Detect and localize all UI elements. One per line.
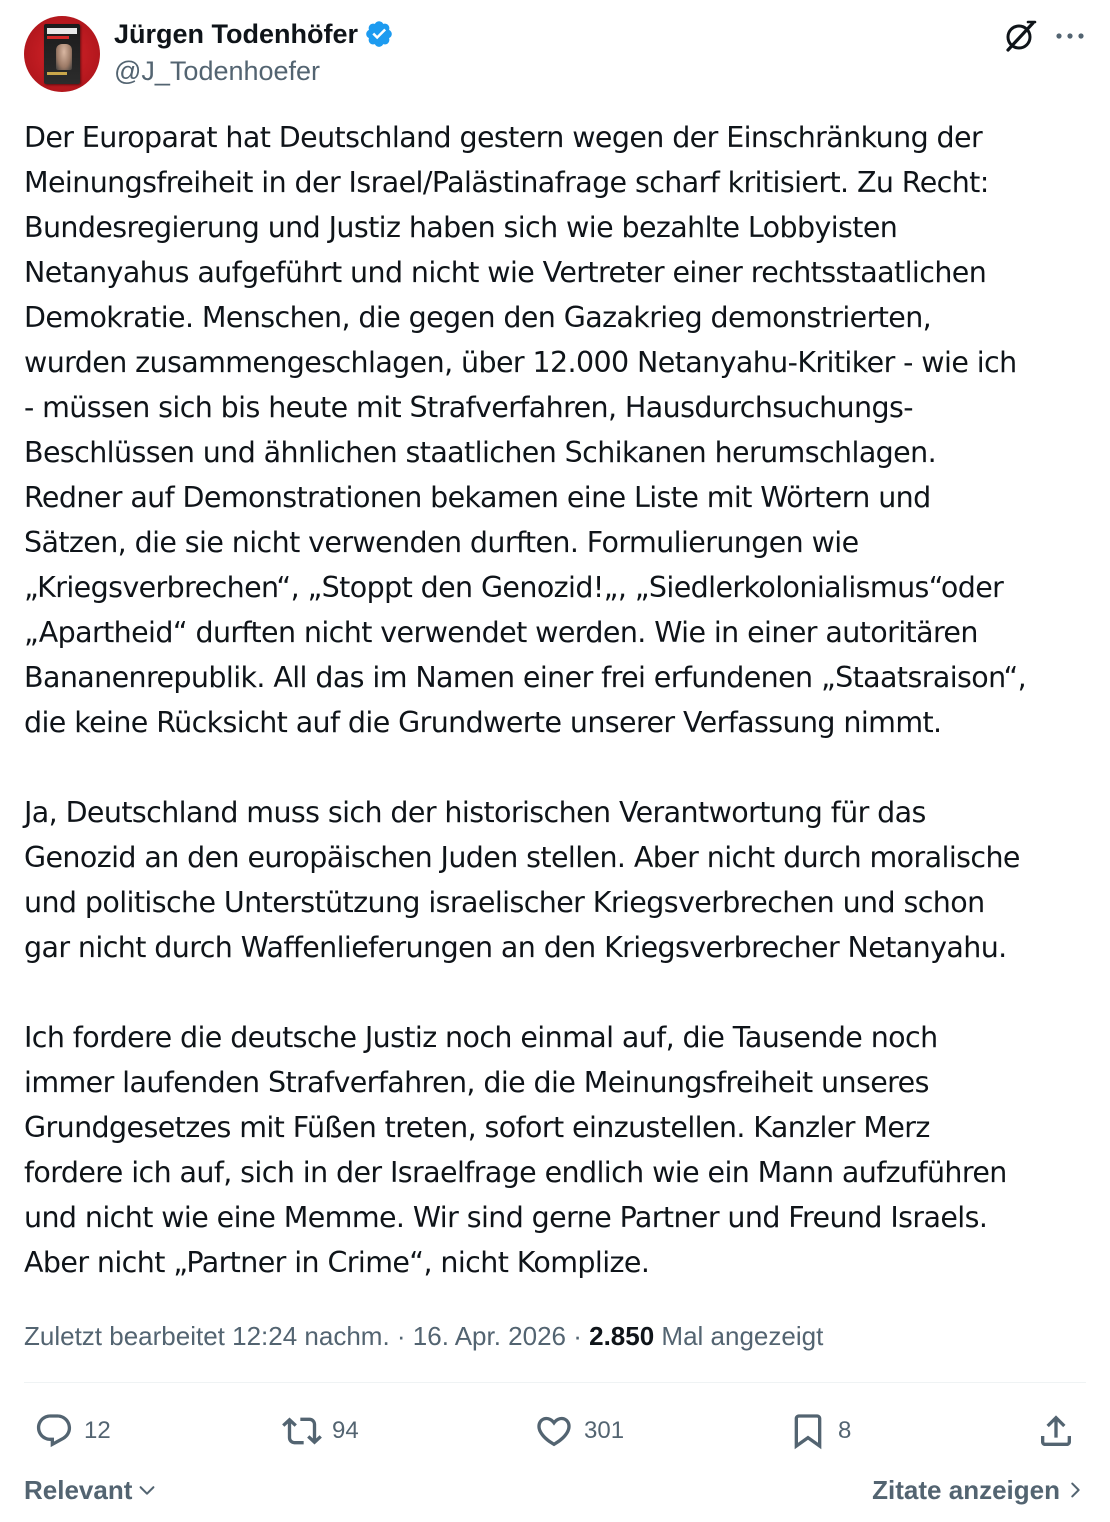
- replies-footer: [24, 1468, 1086, 1512]
- chevron-right-icon: [1064, 1479, 1086, 1501]
- edited-timestamp[interactable]: Zuletzt bearbeitet 12:24 nachm. · 16. Apr. 2026 ·: [24, 1321, 590, 1351]
- tweet-paragraph-1: [24, 115, 1094, 745]
- tweet-text-line: Demokratie. Menschen, die gegen den Gazakrieg demonstrierten,: [24, 301, 932, 334]
- tweet-header: [24, 14, 1086, 94]
- repost-button[interactable]: [282, 1405, 359, 1457]
- tweet-text-line: - müssen sich bis heute mit Strafverfahren, Hausdurchsuchungs-: [24, 391, 913, 424]
- more-options-icon[interactable]: [1054, 18, 1086, 54]
- tweet-text-line: Ja, Deutschland muss sich der historischen Verantwortung für das: [24, 796, 926, 829]
- like-count: 301: [584, 1417, 625, 1444]
- tweet-text-line: Grundgesetzes mit Füßen treten, sofort einzustellen. Kanzler Merz: [24, 1111, 930, 1144]
- reply-icon: [34, 1411, 74, 1451]
- tweet-text-line: Ich fordere die deutsche Justiz noch einmal auf, die Tausende noch: [24, 1021, 938, 1054]
- tweet-text-line: Genozid an den europäischen Juden stellen. Aber nicht durch moralische: [24, 841, 1020, 874]
- author-name-row[interactable]: [114, 16, 394, 52]
- sort-replies-dropdown[interactable]: [24, 1468, 158, 1512]
- action-bar: [24, 1405, 1086, 1457]
- views-count: 2.850: [589, 1321, 655, 1351]
- book-cover-avatar-icon: [44, 24, 80, 84]
- grok-icon[interactable]: [1002, 18, 1038, 54]
- tweet-text-line: Der Europarat hat Deutschland gestern wegen der Einschränkung der: [24, 121, 983, 154]
- bookmark-icon: [788, 1411, 828, 1451]
- sort-label: Relevant: [24, 1475, 133, 1505]
- quotes-label: Zitate anzeigen: [872, 1475, 1060, 1505]
- tweet-text-line: Bananenrepublik. All das im Namen einer frei erfundenen „Staatsraison“,: [24, 661, 1027, 694]
- tweet-text-line: Beschlüssen und ähnlichen staatlichen Schikanen herumschlagen.: [24, 436, 937, 469]
- views-label: Mal angezeigt: [654, 1321, 824, 1351]
- author-handle[interactable]: @J_Todenhoefer: [114, 56, 321, 86]
- tweet-text-line: die keine Rücksicht auf die Grundwerte unserer Verfassung nimmt.: [24, 706, 942, 739]
- heart-icon: [534, 1411, 574, 1451]
- tweet-text-line: fordere ich auf, sich in der Israelfrage endlich wie ein Mann aufzuführen: [24, 1156, 1007, 1189]
- divider: [24, 1382, 1086, 1383]
- share-button[interactable]: [1036, 1405, 1076, 1457]
- tweet-text-line: und politische Unterstützung israelischer Kriegsverbrechen und schon: [24, 886, 985, 919]
- repost-icon: [282, 1411, 322, 1451]
- tweet-text-line: Redner auf Demonstrationen bekamen eine Liste mit Wörtern und: [24, 481, 931, 514]
- tweet-meta: [24, 1316, 823, 1356]
- view-quotes-link[interactable]: [872, 1468, 1086, 1512]
- tweet-text-line: „Kriegsverbrechen“, „Stoppt den Genozid!„, „Siedlerkolonialismus“oder: [24, 571, 1004, 604]
- bookmark-count: 8: [838, 1417, 852, 1444]
- tweet-paragraph-3: [24, 1015, 1094, 1285]
- share-icon: [1036, 1411, 1076, 1451]
- bookmark-button[interactable]: [788, 1405, 851, 1457]
- tweet-text-line: Aber nicht „Partner in Crime“, nicht Komplize.: [24, 1246, 650, 1279]
- tweet-text-line: Netanyahus aufgeführt und nicht wie Vertreter einer rechtsstaatlichen: [24, 256, 987, 289]
- reply-button[interactable]: [34, 1405, 111, 1457]
- author-display-name[interactable]: Jürgen Todenhöfer: [114, 19, 359, 49]
- tweet-text: [24, 115, 1094, 1285]
- like-button[interactable]: [534, 1405, 624, 1457]
- tweet-text-line: Bundesregierung und Justiz haben sich wie bezahlte Lobbyisten: [24, 211, 898, 244]
- avatar[interactable]: [24, 16, 100, 92]
- tweet-text-line: wurden zusammengeschlagen, über 12.000 Netanyahu-Kritiker - wie ich: [24, 346, 1017, 379]
- tweet-text-line: und nicht wie eine Memme. Wir sind gerne Partner und Freund Israels.: [24, 1201, 988, 1234]
- tweet-text-line: gar nicht durch Waffenlieferungen an den Kriegsverbrecher Netanyahu.: [24, 931, 1007, 964]
- verified-badge-icon: [364, 19, 394, 49]
- tweet-text-line: immer laufenden Strafverfahren, die die Meinungsfreiheit unseres: [24, 1066, 929, 1099]
- tweet-paragraph-2: [24, 790, 1094, 970]
- reply-count: 12: [84, 1417, 111, 1444]
- tweet-text-line: Meinungsfreiheit in der Israel/Palästinafrage scharf kritisiert. Zu Recht:: [24, 166, 989, 199]
- tweet-text-line: Sätzen, die sie nicht verwenden durften. Formulierungen wie: [24, 526, 859, 559]
- tweet-text-line: „Apartheid“ durften nicht verwendet werden. Wie in einer autoritären: [24, 616, 978, 649]
- repost-count: 94: [332, 1417, 359, 1444]
- chevron-down-icon: [136, 1479, 158, 1501]
